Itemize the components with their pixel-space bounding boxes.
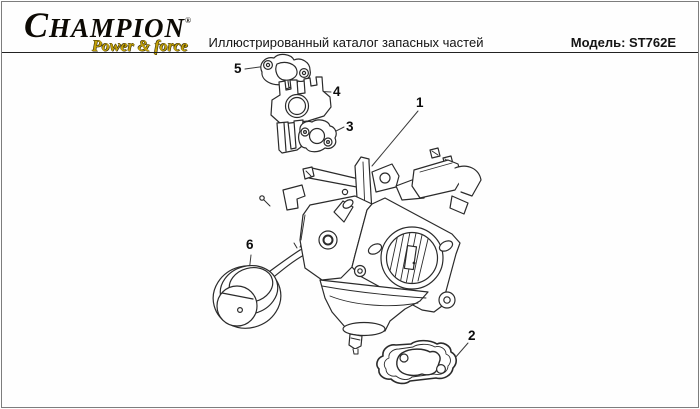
page-title: Иллюстрированный каталог запасных частей [208, 35, 484, 50]
callout-5: 5 [234, 61, 242, 76]
registered-mark: ® [185, 16, 192, 25]
callout-3: 3 [346, 119, 354, 134]
model-label: Модель: ST762E [570, 35, 676, 50]
brand-text: CHAMPION [24, 5, 186, 45]
brand-tagline: Power & force [92, 38, 188, 55]
callout-2: 2 [468, 328, 476, 343]
part-6-primer-bulb [206, 241, 309, 336]
part-3-gasket [299, 120, 337, 152]
callout-4: 4 [333, 84, 341, 99]
callout-1: 1 [416, 95, 424, 110]
part-1-carburetor [260, 148, 481, 354]
part-2-gasket [377, 341, 456, 384]
callout-6: 6 [246, 237, 254, 252]
